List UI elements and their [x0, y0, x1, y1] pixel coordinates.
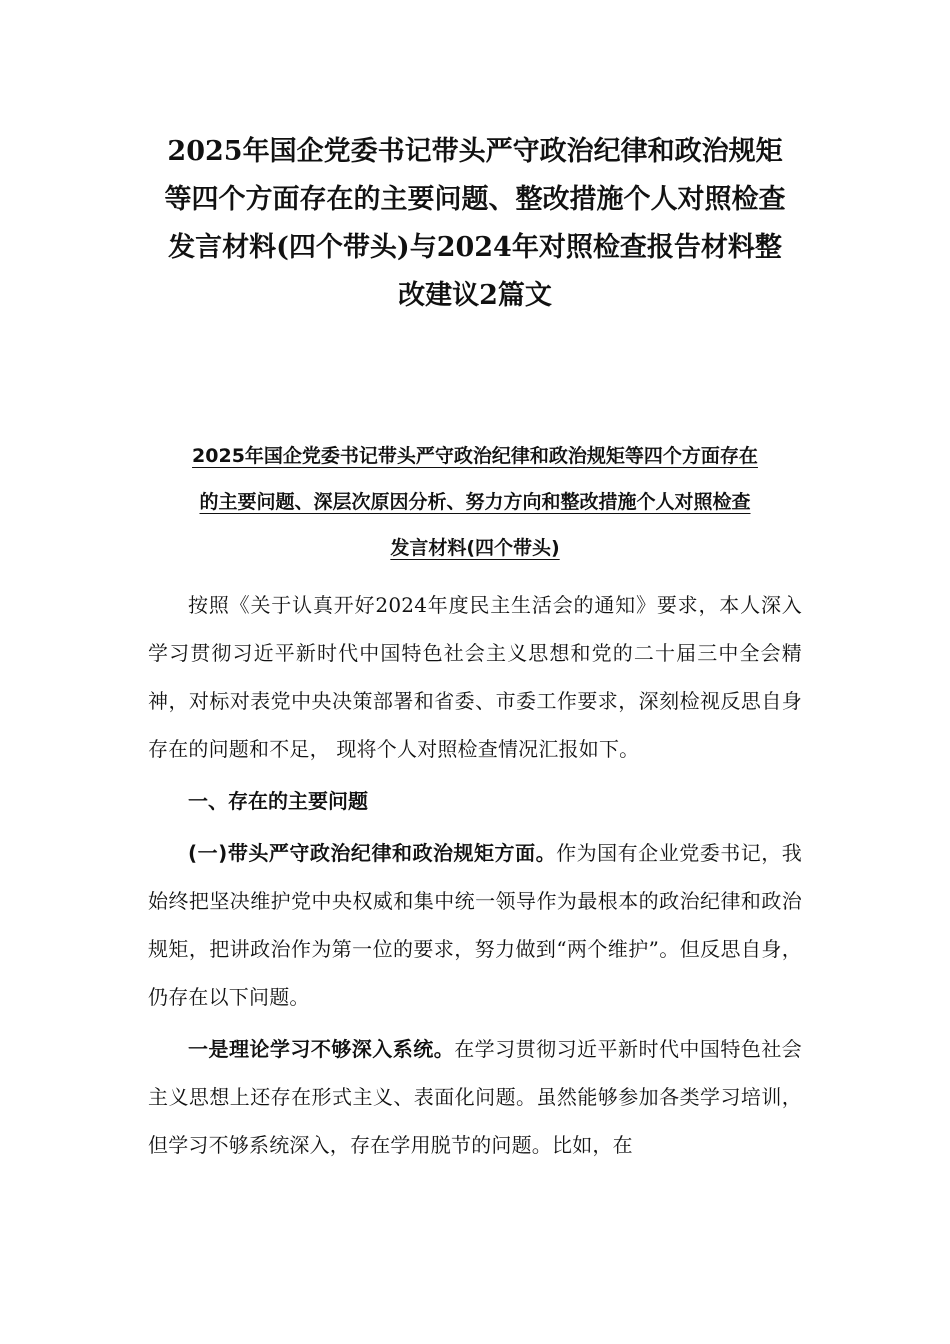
paragraph-political-discipline — [148, 829, 802, 1021]
paragraph-political-discipline-lead: (一)带头严守政治纪律和政治规矩方面。 — [188, 841, 557, 865]
main-title-line-3: 发言材料(四个带头)与2024年对照检查报告材料整 — [168, 232, 782, 263]
sub-title — [148, 433, 802, 571]
main-title — [148, 0, 802, 320]
body-text — [148, 581, 802, 1169]
intro-paragraph: 按照《关于认真开好2024年度民主生活会的通知》要求，本人深入学习贯彻习近平新时代中国特色社会主义思想和党的二十届三中全会精神，对标对表党中央决策部署和省委、市委工作要求，深刻检视反思自身存在的问题和不足， 现将个人对照检查情况汇报如下。 — [148, 593, 802, 761]
main-title-line-1: 2025年国企党委书记带头严守政治纪律和政治规矩 — [167, 136, 783, 167]
section-heading-main-problems: 一、存在的主要问题 — [188, 789, 368, 813]
main-title-line-2: 等四个方面存在的主要问题、整改措施个人对照检查 — [164, 184, 786, 215]
sub-title-line-1: 2025年国企党委书记带头严守政治纪律和政治规矩等四个方面存在 — [192, 445, 758, 467]
paragraph-political-discipline-text: 作为国有企业党委书记，我始终把坚决维护党中央权威和集中统一领导作为最根本的政治纪律和政治规矩，把讲政治作为第一位的要求，努力做到“两个维护”。但反思自身，仍存在以下问题。 — [148, 841, 802, 1009]
sub-title-line-3: 发言材料(四个带头) — [390, 537, 560, 559]
paragraph-theory-study-lead: 一是理论学习不够深入系统。 — [188, 1037, 455, 1061]
paragraph-theory-study — [148, 1025, 802, 1169]
main-title-line-4: 改建议2篇文 — [398, 280, 552, 311]
sub-title-line-2: 的主要问题、深层次原因分析、努力方向和整改措施个人对照检查 — [199, 491, 751, 513]
paragraph-theory-study-text: 在学习贯彻习近平新时代中国特色社会主义思想上还存在形式主义、表面化问题。虽然能够参加各类学习培训，但学习不够系统深入，存在学用脱节的问题。比如，在 — [148, 1037, 802, 1157]
